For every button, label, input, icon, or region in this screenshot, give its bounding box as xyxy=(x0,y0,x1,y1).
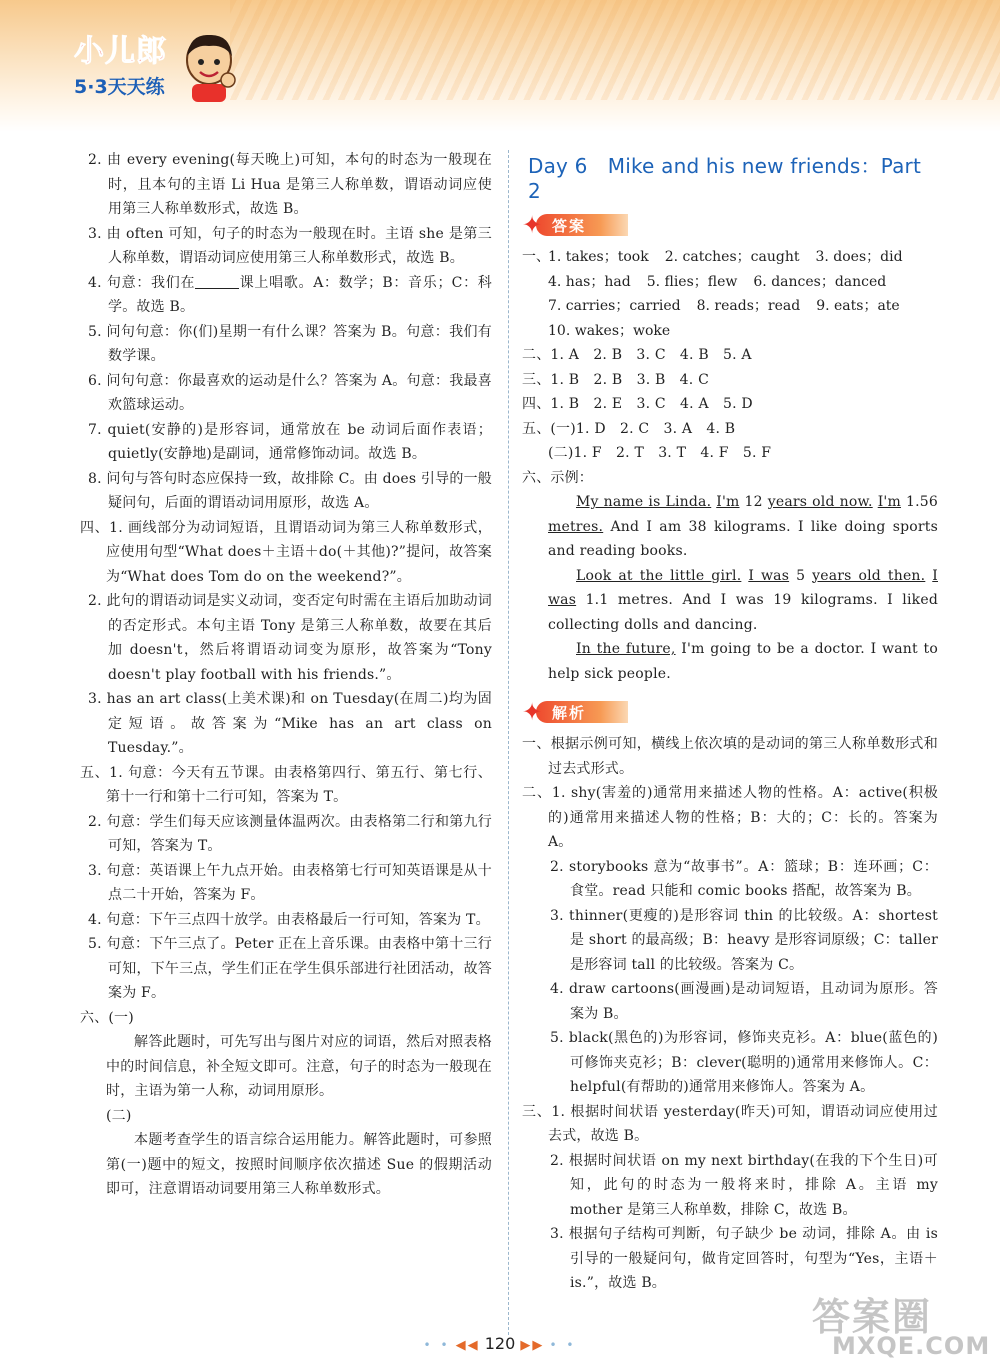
left-para-19: 本题考查学生的语言综合运用能力。解答此题时，可参照第(一)题中的短文，按照时间顺序依次描述 Sue 的假期活动即可，注意谓语动词要用第三人称单数形式。 xyxy=(106,1132,492,1197)
essay-para-3: In the future, I'm going to be a doctor. I want to help sick people. xyxy=(548,641,938,682)
left-para-1: 2. 由 every evening(每天晚上)可知，本句的时态为一般现在时，且本句的主语 Li Hua 是第三人称单数，谓语动词应使用第三人称单数形式，故选 B。 xyxy=(88,152,492,217)
left-para-16: 六、(一) xyxy=(80,1009,134,1026)
answer-1-row-a: 一、 1. takes；took 2. catches；caught 3. does；did xyxy=(522,249,903,265)
left-para-12: 2. 句意：学生们每天应该测量体温两次。由表格第二行和第九行可知，答案为 T。 xyxy=(88,813,492,854)
analysis-2-2: 2. storybooks 意为“故事书”。A：篮球；B：连环画；C：食堂。read 只能和 comic books 搭配，故答案为 B。 xyxy=(550,858,938,899)
left-para-3: 4. 句意：我们在 课上唱歌。A：数学；B：音乐；C：科学。故选 B。 xyxy=(88,274,493,315)
answer-4: 四、1. B 2. E 3. C 4. A 5. D xyxy=(522,396,753,412)
left-para-10: 3. has an art class(上美术课)和 on Tuesday(在周二)均为固定短语。故答案为“Mike has an art class on Tuesday.”。 xyxy=(88,691,492,756)
brand-name: 小儿郎 xyxy=(74,34,167,69)
analysis-2-4: 4. draw cartoons(画漫画)是动词短语，且动词为原形。答案为 B。 xyxy=(550,981,938,1022)
analysis-2-3: 3. thinner(更瘦的)是形容词 thin 的比较级。A：shortest 是 short 的最高级；B：heavy 是形容词原级；C：taller 是形容词 tall 的比较级。答案为 C。 xyxy=(550,907,938,973)
day-title: Day 6 Mike and his new friends：Part 2 xyxy=(528,154,922,203)
page-number: 120 xyxy=(484,1334,516,1353)
left-para-15: 5. 句意：下午三点了。Peter 正在上音乐课。由表格中第十三行可知，下午三点，学生们正在学生俱乐部进行社团活动，故答案为 F。 xyxy=(88,936,492,1001)
answer-1-row-c: 7. carries；carried 8. reads；read 9. eats；ate xyxy=(548,298,900,314)
left-para-5: 6. 问句句意：你最喜欢的运动是什么？答案为 A。句意：我最喜欢篮球运动。 xyxy=(88,372,492,413)
left-para-11: 五、1. 句意：今天有五节课。由表格第四行、第五行、第七行、第十一行和第十二行可知，答案为 T。 xyxy=(80,764,492,805)
watermark-cn: 答案圈 xyxy=(812,1295,933,1339)
right-column xyxy=(522,148,938,1296)
essay-para-1: My name is Linda. I'm 12 years old now. I'm 1.56 metres. And I am 38 kilograms. I like doing sports and reading books. xyxy=(548,494,939,559)
answer-1-row-b: 4. has；had 5. flies；flew 6. dances；danced xyxy=(548,273,887,290)
brand-series: 5·3天天练 xyxy=(74,76,165,98)
analysis-3-1: 三、1. 根据时间状语 yesterday(昨天)可知，谓语动词应使用过去式，故选 B。 xyxy=(522,1103,938,1144)
answer-tag: ✦ 答案 xyxy=(522,213,938,239)
left-para-6: 7. quiet(安静的)是形容词，通常放在 be 动词后面作表语；quietly(安静地)是副词，通常修饰动词。故选 B。 xyxy=(88,421,492,462)
analysis-2-1: 二、1. shy(害羞的)通常用来描述人物的性格。A：active(积极的)通常用来描述人物的性格；B：大的；C：长的。答案为 A。 xyxy=(522,785,938,850)
watermark xyxy=(806,1286,996,1364)
answer-5b: (二)1. F 2. T 3. T 4. F 5. F xyxy=(548,445,772,461)
left-para-14: 4. 句意：下午三点四十放学。由表格最后一行可知，答案为 T。 xyxy=(88,911,490,928)
page-footer: • • ◀◀ 120 ▶▶ • • xyxy=(423,1334,577,1353)
answer-2: 二、1. A 2. B 3. C 4. B 5. A xyxy=(522,347,752,363)
left-column xyxy=(80,148,492,1202)
left-para-7: 8. 问句与答句时态应保持一致，故排除 C。由 does 引导的一般疑问句，后面的谓语动词用原形，故选 A。 xyxy=(88,470,492,511)
left-para-8: 四、1. 画线部分为动词短语，且谓语动词为第三人称单数形式，应使用句型“What does＋主语＋do(＋其他)?”提问，故答案为“What does Tom do on the weekend?”。 xyxy=(80,519,492,585)
answer-6: 六、示例： xyxy=(522,469,593,486)
answer-3: 三、1. B 2. B 3. B 4. C xyxy=(522,371,710,388)
prev-arrows-icon: ◀◀ xyxy=(455,1338,480,1353)
left-para-18: (二) xyxy=(106,1107,132,1124)
analysis-3-3: 3. 根据句子结构可判断，句子缺少 be 动词，排除 A。由 is 引导的一般疑问句，做肯定回答时，句型为“Yes，主语＋is.”，故选 B。 xyxy=(550,1226,938,1291)
star-icon: ✦ xyxy=(522,211,543,239)
essay-para-2: Look at the little girl. I was 5 years old then. I was 1.1 metres. And I was 19 kilograms. I liked collecting dolls and dancing. xyxy=(548,567,938,633)
left-para-17: 解答此题时，可先写出与图片对应的词语，然后对照表格中的时间信息，补全短文即可。注意，句子的时态为一般现在时，主语为第一人称，动词用原形。 xyxy=(106,1034,492,1099)
analysis-1: 一、根据示例可知，横线上依次填的是动词的第三人称单数形式和过去式形式。 xyxy=(522,736,938,777)
left-para-9: 2. 此句的谓语动词是实义动词，变否定句时需在主语后加助动词的否定形式。本句主语 Tony 是第三人称单数，故要在其后加 doesn't，然后将谓语动词变为原形，故答案为“Tony doesn't play football with his friends.”。 xyxy=(88,593,492,683)
analysis-tag: ✦ 解析 xyxy=(522,700,938,726)
brand-logo xyxy=(74,26,244,106)
watermark-url: MXQE.COM xyxy=(832,1332,991,1360)
left-para-4: 5. 问句句意：你(们)星期一有什么课？答案为 B。句意：我们有数学课。 xyxy=(88,323,492,364)
blank-line xyxy=(195,274,239,289)
answer-5a: 五、(一)1. D 2. C 3. A 4. B xyxy=(522,420,736,437)
next-arrows-icon: ▶▶ xyxy=(520,1338,545,1353)
star-icon: ✦ xyxy=(522,698,543,726)
analysis-2-5: 5. black(黑色的)为形容词，修饰夹克衫。A：blue(蓝色的)可修饰夹克衫；B：clever(聪明的)通常用来修饰人。C：helpful(有帮助的)通常用来修饰人。答案为 A。 xyxy=(550,1030,938,1095)
left-para-13: 3. 句意：英语课上午九点开始。由表格第七行可知英语课是从十点二十开始，答案为 F。 xyxy=(88,862,492,903)
boy-mascot-icon xyxy=(178,30,240,104)
analysis-3-2: 2. 根据时间状语 on my next birthday(在我的下个生日)可知，此句的时态为一般将来时，排除 A。主语 my mother 是第三人称单数，排除 C，故选 B。 xyxy=(550,1152,938,1218)
column-divider xyxy=(508,150,509,1335)
answer-1-row-d: 10. wakes；woke xyxy=(548,322,671,339)
left-para-2: 3. 由 often 可知，句子的时态为一般现在时。主语 she 是第三人称单数，谓语动词应使用第三人称单数形式，故选 B。 xyxy=(88,225,492,266)
